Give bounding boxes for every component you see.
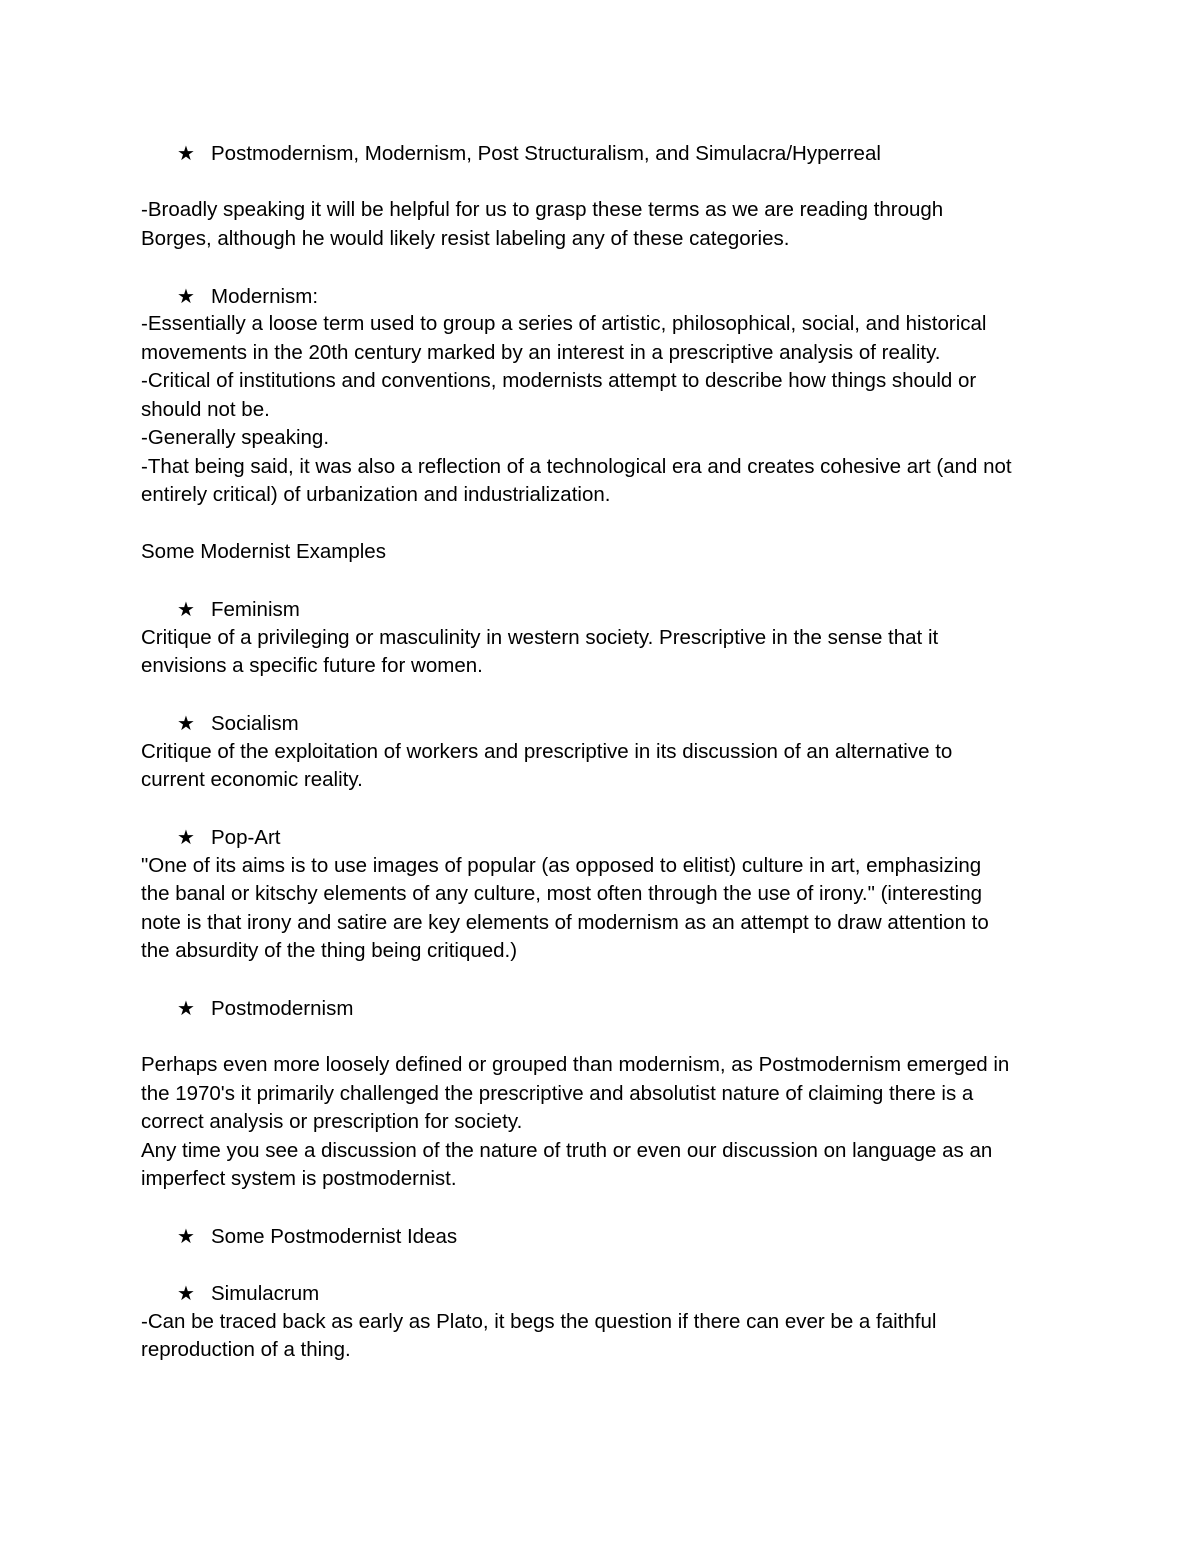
simulacrum-line: -Can be traced back as early as Plato, it begs the question if there can ever be a faithful bbox=[141, 1309, 937, 1333]
star-icon: ★ bbox=[177, 141, 195, 165]
intro-line: -Broadly speaking it will be helpful for us to grasp these terms as we are reading through bbox=[141, 198, 944, 221]
ideas-title: Some Postmodernist Ideas bbox=[211, 1225, 458, 1248]
postmodernism-line: imperfect system is postmodernist. bbox=[141, 1167, 457, 1190]
popart-title: Pop-Art bbox=[211, 826, 281, 849]
modernism-line: -Critical of institutions and conventions, modernists attempt to describe how things should or bbox=[141, 369, 977, 392]
socialism-line: Critique of the exploitation of workers and prescriptive in its discussion of an alternative to bbox=[141, 739, 953, 763]
intro-line: Borges, although he would likely resist labeling any of these categories. bbox=[141, 226, 790, 250]
popart-bullet bbox=[141, 823, 1071, 852]
modernism-line: should not be. bbox=[141, 397, 270, 421]
document-page bbox=[141, 139, 1071, 1365]
modernism-line: -That being said, it was also a reflection of a technological era and creates cohesive art (and not bbox=[141, 454, 1012, 478]
feminism-title: Feminism bbox=[211, 598, 300, 621]
star-icon: ★ bbox=[177, 597, 195, 621]
ideas-bullet bbox=[141, 1222, 1071, 1251]
star-icon: ★ bbox=[177, 711, 195, 735]
star-icon: ★ bbox=[177, 1281, 195, 1305]
modernism-line: -Generally speaking. bbox=[141, 426, 330, 449]
star-icon: ★ bbox=[177, 1224, 195, 1248]
modernism-line: -Essentially a loose term used to group a series of artistic, philosophical, social, and historical bbox=[141, 312, 987, 335]
simulacrum-title: Simulacrum bbox=[211, 1282, 320, 1305]
feminism-bullet bbox=[141, 595, 1071, 624]
modernism-line: entirely critical) of urbanization and industrialization. bbox=[141, 483, 611, 506]
simulacrum-line: reproduction of a thing. bbox=[141, 1338, 351, 1361]
simulacrum-bullet bbox=[141, 1279, 1071, 1308]
modernism-line: movements in the 20th century marked by an interest in a prescriptive analysis of reality. bbox=[141, 340, 941, 364]
popart-line: the absurdity of the thing being critiqued.) bbox=[141, 939, 518, 962]
postmodernism-line: Any time you see a discussion of the nature of truth or even our discussion on language as an bbox=[141, 1138, 993, 1162]
modernism-title: Modernism: bbox=[211, 284, 319, 308]
postmodernism-title: Postmodernism bbox=[211, 997, 354, 1020]
feminism-line: envisions a specific future for women. bbox=[141, 654, 483, 677]
examples-heading: Some Modernist Examples bbox=[141, 540, 386, 563]
popart-line: the banal or kitschy elements of any culture, most often through the use of irony." (interesting bbox=[141, 882, 983, 905]
star-icon: ★ bbox=[177, 283, 195, 308]
topic-title: Postmodernism, Modernism, Post Structuralism, and Simulacra/Hyperreal bbox=[211, 142, 881, 165]
feminism-line: Critique of a privileging or masculinity in western society. Prescriptive in the sense that it bbox=[141, 625, 939, 649]
socialism-line: current economic reality. bbox=[141, 768, 363, 791]
postmodernism-line: correct analysis or prescription for society. bbox=[141, 1110, 523, 1133]
popart-line: "One of its aims is to use images of popular (as opposed to elitist) culture in art, emphasizing bbox=[141, 853, 982, 877]
modernism-bullet bbox=[141, 282, 1071, 311]
star-icon: ★ bbox=[177, 825, 195, 849]
popart-line: note is that irony and satire are key elements of modernism as an attempt to draw attention to bbox=[141, 910, 989, 934]
postmodernism-line: Perhaps even more loosely defined or grouped than modernism, as Postmodernism emerged in bbox=[141, 1053, 1010, 1076]
star-icon: ★ bbox=[177, 996, 195, 1020]
socialism-bullet bbox=[141, 709, 1071, 738]
socialism-title: Socialism bbox=[211, 712, 299, 735]
postmodernism-bullet bbox=[141, 994, 1071, 1023]
postmodernism-line: the 1970's it primarily challenged the prescriptive and absolutist nature of claiming there is a bbox=[141, 1081, 974, 1105]
topic-bullet bbox=[141, 139, 1071, 168]
